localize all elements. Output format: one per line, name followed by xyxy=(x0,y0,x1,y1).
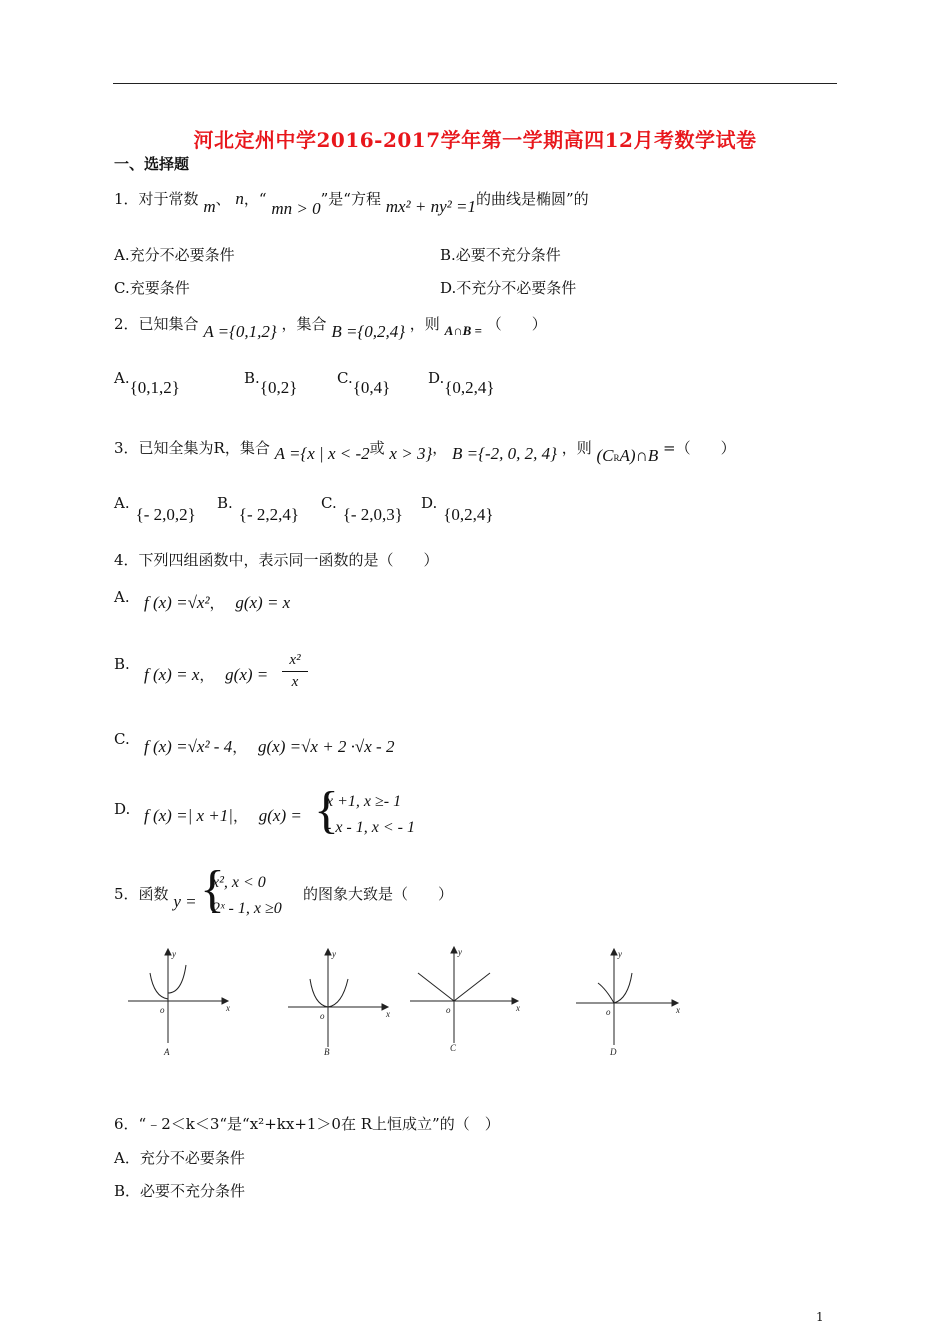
question-2-stem: 2．已知集合 A ={0,1,2} ，集合 B ={0,2,4} ，则 A∩B = （ ） xyxy=(114,315,547,341)
graph-d-y-arrow xyxy=(611,949,617,955)
graph-c-x-label: x xyxy=(516,1003,520,1013)
question-4-option-d-cases: x +1, x ≥- 1 - x - 1, x < - 1 xyxy=(326,793,415,836)
question-3-option-a: A.{- 2,0,2} xyxy=(114,494,196,524)
graph-c-origin: o xyxy=(446,1005,451,1015)
question-4-option-d-brace: { xyxy=(314,782,339,839)
graph-d-y-label: y xyxy=(618,949,622,959)
graph-a-y-arrow xyxy=(165,949,171,955)
question-4-option-d-math: f (x) =| x +1|， g(x) = xyxy=(144,806,302,825)
question-6-option-b: B．必要不充分条件 xyxy=(114,1182,246,1200)
question-3-option-d: D.{0,2,4} xyxy=(421,494,494,524)
question-1-stem: 1．对于常数 m、 n，“ mn > 0”是“方程 mx² + ny² =1的曲线是椭圆”的 xyxy=(114,189,589,218)
graph-c-line-right xyxy=(454,973,490,1001)
header-rule xyxy=(113,83,837,84)
graph-d-origin: o xyxy=(606,1007,611,1017)
question-2-option-b: B.{0,2} xyxy=(244,369,298,397)
graph-b-caption: B xyxy=(324,1047,330,1057)
graph-b-x-label: x xyxy=(386,1009,390,1019)
question-4-option-b-math: f (x) = x， g(x) = xyxy=(144,665,269,684)
graph-c-y-label: y xyxy=(458,947,462,957)
question-4-option-b-fraction: x² x xyxy=(282,652,308,691)
graph-b-curve-left xyxy=(310,979,328,1007)
question-2-option-c: C.{0,4} xyxy=(337,369,391,397)
question-1-option-c: C.充要条件 xyxy=(114,279,190,297)
question-4-option-c-math: f (x) =√x² - 4， g(x) =√x + 2 ·√x - 2 xyxy=(144,737,395,756)
question-6-stem: 6．“﹣2＜k＜3“是“x²+kx+1＞0在 R上恒成立”的（ ） xyxy=(114,1115,500,1133)
graph-b-y-label: y xyxy=(332,949,336,959)
section-heading: 一、选择题 xyxy=(114,155,190,173)
graph-b-y-arrow xyxy=(325,949,331,955)
page-title: 河北定州中学2016-2017学年第一学期高四12月考数学试卷 xyxy=(193,128,757,152)
question-3-option-b: B.{- 2,2,4} xyxy=(217,494,300,524)
graph-d-curve-right xyxy=(614,973,632,1003)
graph-a-caption: A xyxy=(164,1047,170,1057)
question-4-stem: 4．下列四组函数中，表示同一函数的是（ ） xyxy=(114,551,439,569)
page-number: 1 xyxy=(816,1310,824,1324)
question-4-option-d-label: D. xyxy=(114,800,131,818)
question-1-option-d: D.不充分不必要条件 xyxy=(440,279,577,297)
question-1-option-b: B.必要不充分条件 xyxy=(440,246,561,264)
graph-b-curve-right xyxy=(328,979,348,1007)
question-5-stem-end: 的图象大致是（ ） xyxy=(303,885,454,903)
graph-c-y-arrow xyxy=(451,947,457,953)
question-4-option-c-label: C. xyxy=(114,730,130,748)
graph-a-curve-right xyxy=(168,965,186,993)
graph-c-caption: C xyxy=(450,1043,457,1053)
graph-a-x-label: x xyxy=(226,1003,230,1013)
question-3-option-c: C.{- 2,0,3} xyxy=(321,494,403,524)
question-5-graphs xyxy=(120,945,700,1060)
graph-d-curve-left xyxy=(598,983,614,1003)
graph-d-caption: D xyxy=(610,1047,617,1057)
graph-d-x-label: x xyxy=(676,1005,680,1015)
question-4-option-a-label: A. xyxy=(114,588,130,606)
graph-a-origin: o xyxy=(160,1005,165,1015)
question-1-option-a: A.充分不必要条件 xyxy=(114,246,235,264)
question-4-option-b-label: B. xyxy=(114,655,130,673)
graph-a-curve-left xyxy=(150,973,168,999)
graph-a-y-label: y xyxy=(172,949,176,959)
question-4-option-a-math: f (x) =√x²， g(x) = x xyxy=(144,593,291,612)
question-2-option-a: A.{0,1,2} xyxy=(114,369,180,397)
graph-c-line-left xyxy=(418,973,454,1001)
question-2-option-d: D.{0,2,4} xyxy=(428,369,495,397)
question-6-option-a: A．充分不必要条件 xyxy=(114,1149,245,1167)
question-3-stem: 3．已知全集为R，集合 A ={x | x < -2或 x > 3}， B ={-2, 0, 2, 4} ，则 (CRA)∩B =（ ） xyxy=(114,439,736,465)
question-5-cases: x², x < 0 2ˣ - 1, x ≥0 xyxy=(212,874,282,917)
question-5-stem-start: 5．函数 y = xyxy=(114,885,197,911)
question-5-brace: { xyxy=(200,861,225,918)
graph-b-origin: o xyxy=(320,1011,325,1021)
